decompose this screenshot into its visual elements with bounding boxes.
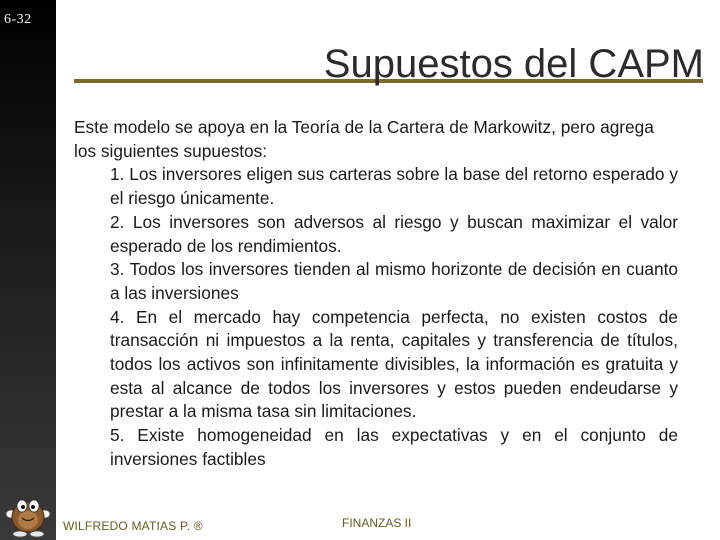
- intro-paragraph: Este modelo se apoya en la Teoría de la Cartera de Markowitz, pero agrega los siguientes supuestos:: [74, 117, 654, 161]
- slide-body: [74, 116, 678, 472]
- cartoon-mascot-icon: [4, 492, 52, 538]
- slide-title: Supuestos del CAPM: [323, 42, 704, 86]
- footer-course: FINANZAS II: [342, 516, 412, 530]
- footer-author: WILFREDO MATIAS P. ®: [63, 519, 203, 533]
- assumption-item-3: 3. Todos los inversores tienden al mismo horizonte de decisión en cuanto a las inversiones: [110, 259, 678, 303]
- assumption-item-2: 2. Los inversores son adversos al riesgo y buscan maximizar el valor esperado de los rendimientos.: [110, 211, 678, 256]
- assumptions-list: [74, 163, 678, 471]
- assumption-item-4: 4. En el mercado hay competencia perfecta, no existen costos de transacción ni impuestos a la renta, capitales y transferencia de títulos, todos los activos son infinitamente divisibles, la información es gratuita y esta al alcance de todos los inversores y estos pueden endeudarse y prestar a la misma tasa sin limitaciones.: [110, 306, 678, 422]
- slide-number: 6-32: [4, 12, 32, 27]
- assumption-item-5: 5. Existe homogeneidad en las expectativas y en el conjunto de inversiones factibles: [110, 425, 678, 469]
- left-sidebar-bar: [0, 0, 56, 540]
- assumption-item-1: 1. Los inversores eligen sus carteras sobre la base del retorno esperado y el riesgo únicamente.: [110, 164, 678, 209]
